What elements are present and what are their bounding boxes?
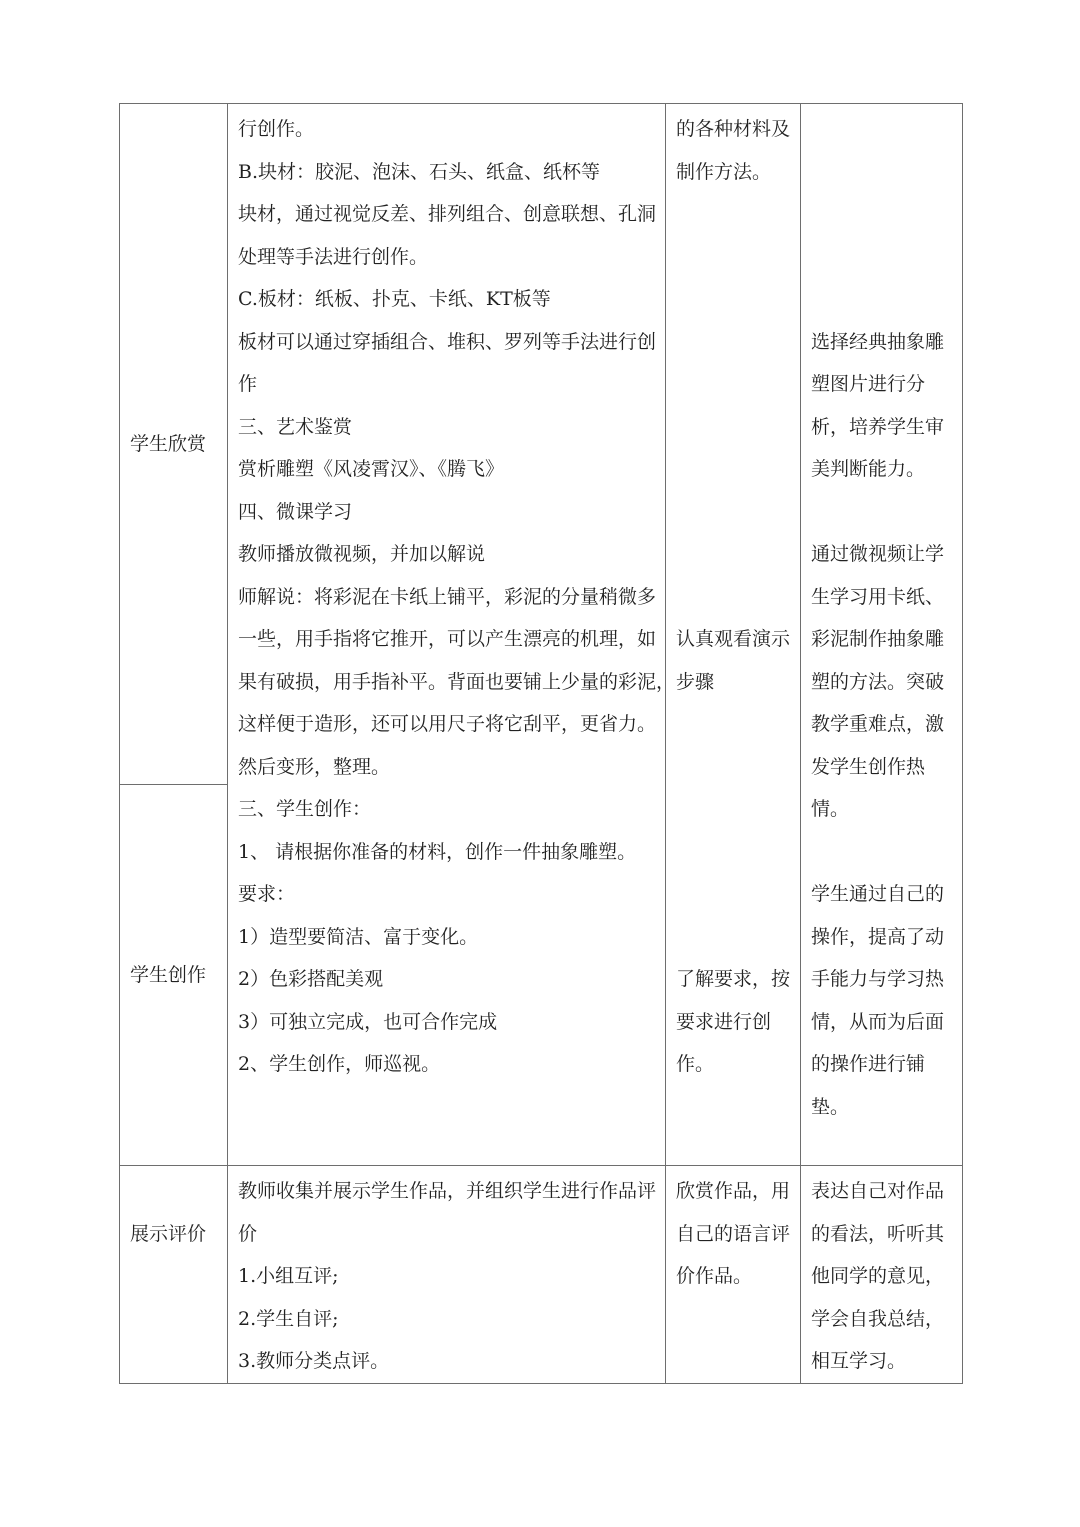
text-line: 板材可以通过穿插组合、堆积、罗列等手法进行创 [238,330,657,353]
stage-label: 展示评价 [130,1222,207,1245]
text-line: 2、学生创作，师巡视。 [238,1053,441,1075]
text-line: 通过微视频让学 [811,543,945,565]
text-line: 认真观看演示 [676,628,791,650]
text-line: 析，培养学生审 [811,415,945,438]
text-line: 1）造型要简洁、富于变化。 [238,925,479,948]
text-line: 作 [238,373,258,395]
text-line: 果有破损，用手指补平。背面也要铺上少量的彩泥， [238,670,676,693]
text-line: 三、艺术鉴赏 [238,415,353,438]
table-row [120,104,963,785]
text-line: 3）可独立完成，也可合作完成 [238,1010,498,1033]
stage-label: 学生创作 [130,963,207,986]
text-line: 三、学生创作： [238,798,372,820]
text-line: 生学习用卡纸、 [811,585,945,608]
text-line: 1.小组互评; [238,1265,339,1287]
student-activity-cell [666,1166,801,1384]
text-line: 师解说：将彩泥在卡纸上铺平，彩泥的分量稍微多 [238,585,657,608]
text-line: 处理等手法进行创作。 [238,245,429,268]
text-line: 相互学习。 [811,1350,907,1372]
text-line: 块材，通过视觉反差、排列组合、创意联想、孔洞 [238,203,657,225]
text-line: 一些，用手指将它推开，可以产生漂亮的机理，如 [238,628,657,650]
text-line: 表达自己对作品 [811,1180,945,1202]
text-line: 四、微课学习 [238,500,353,523]
text-line: 情，从而为后面 [811,1010,945,1033]
text-line: 行创作。 [238,118,315,140]
text-line: 要求： [238,883,296,905]
text-line: 教学重难点，激 [811,713,945,735]
text-line: 的看法，听听其 [811,1222,945,1245]
text-line: 1、 请根据你准备的材料，创作一件抽象雕塑。 [238,840,637,863]
text-line: 操作，提高了动 [811,925,945,948]
text-line: 学会自我总结， [811,1307,945,1330]
table-row [120,1166,963,1384]
text-line: 3.教师分类点评。 [238,1350,390,1372]
text-line: 然后变形，整理。 [238,755,391,778]
text-line: 选择经典抽象雕 [811,330,945,353]
text-line: 价作品。 [676,1265,753,1287]
text-line: 价 [238,1222,258,1245]
text-line: 美判断能力。 [811,458,926,480]
text-line: 2.学生自评; [238,1307,339,1330]
text-line: 自己的语言评 [676,1222,791,1245]
stage-label: 学生欣赏 [130,432,207,455]
text-line: 欣赏作品，用 [676,1180,791,1202]
text-line: 塑的方法。突破 [811,670,945,693]
student-activity-cell [666,104,801,1166]
text-line: 学生通过自己的 [811,883,945,905]
design-intent-cell [801,1166,963,1384]
text-line: 手能力与学习热 [811,968,945,990]
text-line: 他同学的意见， [811,1265,945,1287]
text-line: 教师收集并展示学生作品，并组织学生进行作品评 [238,1180,657,1202]
text-line: 教师播放微视频，并加以解说 [238,543,486,565]
text-line: 垫。 [811,1095,850,1118]
stage-cell-creation [120,785,228,1166]
text-line: 这样便于造形，还可以用尺子将它刮平，更省力。 [238,713,657,735]
text-line: 的各种材料及 [676,118,791,140]
text-line: 要求进行创 [676,1010,772,1033]
text-line: 制作方法。 [676,160,772,183]
text-line: 彩泥制作抽象雕 [811,628,945,650]
text-line: B.块材：胶泥、泡沫、石头、纸盒、纸杯等 [238,160,601,183]
text-line: 情。 [811,798,850,820]
text-line: C.板材：纸板、扑克、卡纸、KT板等 [238,288,551,310]
text-line: 赏析雕塑《风凌霄汉》、《腾飞》 [238,458,505,480]
teacher-activity-cell [228,1166,666,1384]
text-line: 的操作进行铺 [811,1053,926,1075]
text-line: 步骤 [676,670,715,693]
text-line: 了解要求，按 [676,968,791,990]
text-line: 发学生创作热 [811,755,926,778]
stage-cell-appreciation [120,104,228,785]
stage-cell-evaluation [120,1166,228,1384]
text-line: 塑图片进行分 [811,373,926,395]
lesson-plan-table [119,103,963,1384]
design-intent-cell [801,104,963,1166]
text-line: 2）色彩搭配美观 [238,968,384,990]
teacher-activity-cell [228,104,676,1166]
text-line: 作。 [676,1053,715,1075]
